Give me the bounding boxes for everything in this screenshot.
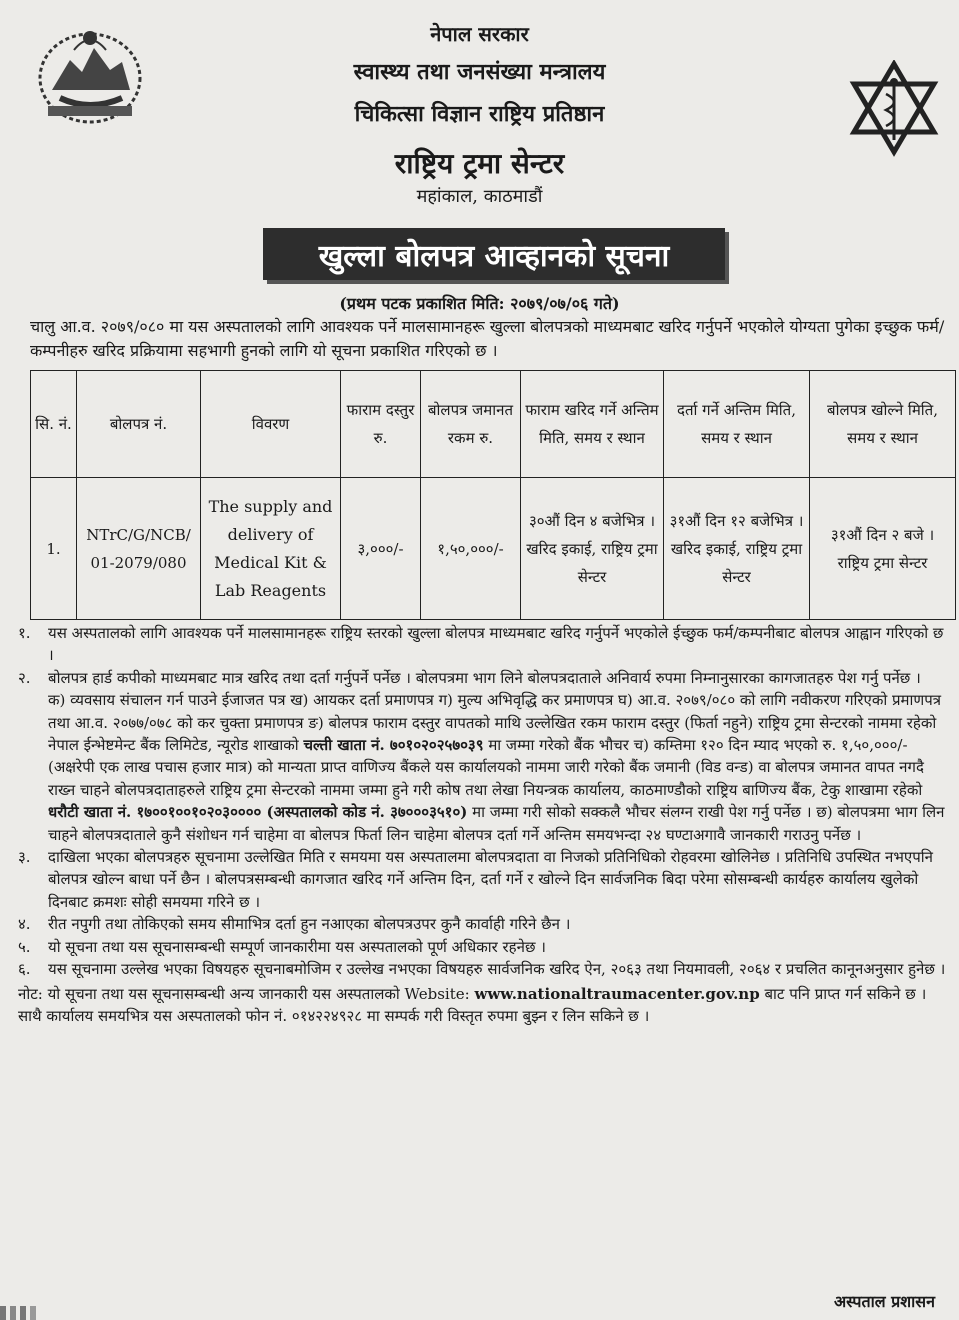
cell-opening: ३१औं दिन २ बजे । राष्ट्रिय ट्रमा सेन्टर <box>810 478 956 620</box>
deposit-account-number: धरौटी खाता नं. १७००१००१०२०३०००० (अस्पतालको कोड नं. ३७०००३५१०) <box>48 803 468 822</box>
list-item <box>18 958 953 980</box>
footnote-text-b: बाट पनि प्राप्त गर्न सकिने छ । साथै कार्यालय समयभित्र यस अस्पतालको फोन नं. ०१४२२४९२८ मा सम्पर्क गरी विस्तृत रुपमा बुझ्न र लिन सकिने छ । <box>18 984 927 1025</box>
cell-sn: 1. <box>31 478 77 620</box>
table-row <box>31 478 956 620</box>
cell-description: The supply and delivery of Medical Kit & Lab Reagents <box>201 478 341 620</box>
col-header-registration-deadline: दर्ता गर्ने अन्तिम मिति, समय र स्थान <box>664 371 810 478</box>
item-text: बोलपत्र हार्ड कपीको माध्यमबाट मात्र खरिद तथा दर्ता गर्नुपर्ने पर्नेछ । बोलपत्रमा भाग लिने बोलपत्रदाताले अनिवार्य रुपमा निम्नानुसारका कागजातहरु पेश गर्नु पर्नेछ । <box>48 668 921 687</box>
item-text: यस सूचनामा उल्लेख भएका विषयहरु सूचनाबमोजिम र उल्लेख नभएका विषयहरु सार्वजनिक खरिद ऐन, २०६३ तथा नियमावली, २०६४ र प्रचलित कानूनअनुसार हुनेछ । <box>48 960 946 979</box>
footnote-text-a: नोट: यो सूचना तथा यस सूचनासम्बन्धी अन्य जानकारी यस अस्पतालको Website: <box>18 984 470 1003</box>
scan-edge-marks <box>0 1302 60 1320</box>
footnote <box>18 983 953 1028</box>
requirements-text-c: मा जम्मा गरी सोको सक्कलै भौचर संलग्न राखी पेश गर्नु पर्नेछ । छ) बोलपत्रमा भाग लिन चाहने बोलपत्रदाताले कुनै संशोधन गर्न चाहेमा वा बोलपत्र फिर्ता लिन चाहेमा बोलपत्र दर्ता गर्ने अन्तिम समयभन्दा २४ घण्टाअगावै जानकारी गराउनु पर्नेछ । <box>48 803 945 844</box>
col-header-purchase-deadline: फाराम खरिद गर्ने अन्तिम मिति, समय र स्थान <box>521 371 664 478</box>
cell-registration-deadline: ३१औं दिन १२ बजेभित्र । खरिद इकाई, राष्ट्रिय ट्रमा सेन्टर <box>664 478 810 620</box>
website-link[interactable]: www.nationaltraumacenter.gov.np <box>474 984 760 1003</box>
document-requirements <box>18 689 953 846</box>
publication-date: (प्रथम पटक प्रकाशित मिति: २०७९/०७/०६ गते) <box>339 294 620 313</box>
cell-form-fee: ३,०००/- <box>341 478 421 620</box>
col-header-bid-security: बोलपत्र जमानत रकम रु. <box>421 371 521 478</box>
header-line-academy: चिकित्सा विज्ञान राष्ट्रिय प्रतिष्ठान <box>354 101 605 127</box>
item-number: ५. <box>18 937 31 956</box>
cell-purchase-deadline: ३०औं दिन ४ बजेभित्र । खरिद इकाई, राष्ट्रिय ट्रमा सेन्टर <box>521 478 664 620</box>
signature-office: अस्पताल प्रशासन <box>833 1292 935 1311</box>
header-line-ministry: स्वास्थ्य तथा जनसंख्या मन्त्रालय <box>353 59 606 85</box>
intro-paragraph: चालु आ.व. २०७९/०८० मा यस अस्पतालको लागि आवश्यक पर्ने मालसामानहरू खुल्ला बोलपत्रको माध्यमबाट खरिद गर्नुपर्ने भएकोले योग्यता पुगेका इच्छुक फर्म/कम्पनीहरु खरिद प्रक्रियामा सहभागी हुनको लागि यो सूचना प्रकाशित गरिएको छ । <box>30 317 945 360</box>
col-header-description: विवरण <box>201 371 341 478</box>
notice-title-banner: खुल्ला बोलपत्र आव्हानको सूचना <box>263 228 725 280</box>
item-number: ३. <box>18 848 31 867</box>
col-header-form-fee: फाराम दस्तुर रु. <box>341 371 421 478</box>
header-line-government: नेपाल सरकार <box>430 22 529 46</box>
item-text: दाखिला भएका बोलपत्रहरु सूचनामा उल्लेखित मिति र समयमा यस अस्पतालमा बोलपत्रदाता वा निजको प्रतिनिधिको रोहवरमा खोलिनेछ । प्रतिनिधि उपस्थित नभएपनि बोलपत्र खोल्न बाधा पर्ने छैन । बोलपत्रसम्बन्धी कागजात खरिद गर्ने अन्तिम दिन, दर्ता गर्ने र खोल्ने दिन सार्वजनिक बिदा परेमा सोसम्बन्धी कार्यहरु कार्यालय खुलेको दिनबाट क्रमशः सोही समयमा गरिने छ । <box>48 848 933 911</box>
item-text: यस अस्पतालको लागि आवश्यक पर्ने मालसामानहरू राष्ट्रिय स्तरको खुल्ला बोलपत्र माध्यमबाट खरिद गर्नुपर्ने भएकोले ईच्छुक फर्म/कम्पनीबाट बोलपत्र आह्वान गरिएको छ । <box>48 624 944 665</box>
item-text: रीत नपुगी तथा तोकिएको समय सीमाभित्र दर्ता हुन नआएका बोलपत्रउपर कुनै कार्वाही गरिने छैन । <box>48 915 571 934</box>
requirements-text-b: मा जम्मा गरेको बैंक भौचर च) कम्तिमा १२० दिन म्याद भएको रु. १,५०,०००/- (अक्षरेपी एक लाख पचास हजार मात्र) को मान्यता प्राप्त वाणिज्य बैंकले यस कार्यालयको नाममा जारी गरेको बैंक जमानी (विड वन्ड) वा बोलपत्र जमानत वापत नगदै राख्न चाहने बोलपत्रदाताहरुले राष्ट्रिय ट्रमा सेन्टरको नाममा जम्मा हुने गरी कोष तथा लेखा नियन्त्रक कार्यालय, काठमाण्डौको राष्ट्रिय बाणिज्य बैंक, टेकु शाखामा रहेको <box>48 736 924 799</box>
list-item <box>18 846 953 913</box>
col-header-sn: सि. नं. <box>31 371 77 478</box>
item-number: ६. <box>18 960 31 979</box>
col-header-bid-no: बोलपत्र नं. <box>77 371 201 478</box>
cell-bid-security: १,५०,०००/- <box>421 478 521 620</box>
col-header-opening: बोलपत्र खोल्ने मिति, समय र स्थान <box>810 371 956 478</box>
current-account-number: चल्ती खाता नं. ७०१०२०२५७०३९ <box>303 736 484 755</box>
item-number: ४. <box>18 915 31 934</box>
list-item <box>18 913 953 935</box>
cell-bid-no: NTrC/G/NCB/ 01-2079/080 <box>77 478 201 620</box>
terms-list <box>18 622 953 1027</box>
requirements-text-a: क) व्यवसाय संचालन गर्न पाउने ईजाजत पत्र ख) आयकर दर्ता प्रमाणपत्र ग) मुल्य अभिवृद्धि कर प्रमाणपत्र घ) आ.व. २०७९/०८० को लागि नवीकरण गरिएको प्रमाणपत्र तथा आ.व. २०७७/०७८ को कर चुक्ता प्रमाणपत्र ङ) बोलपत्र फाराम दस्तुर वापतको माथि उल्लेखित रकम फाराम दस्तुर (फिर्ता नहुने) राष्ट्रिय ट्रमा सेन्टरको नाममा रहेको नेपाल ईन्भेष्टमेन्ट बैंक लिमिटेड, न्यूरोड शाखाको <box>48 691 942 755</box>
table-header-row <box>31 371 956 478</box>
header-line-center: राष्ट्रिय ट्रमा सेन्टर <box>394 147 565 180</box>
list-item <box>18 936 953 958</box>
list-item <box>18 622 953 667</box>
item-number: २. <box>18 668 31 687</box>
tender-table <box>30 370 956 620</box>
list-item <box>18 667 953 689</box>
item-text: यो सूचना तथा यस सूचनासम्बन्धी सम्पूर्ण जानकारीमा यस अस्पतालको पूर्ण अधिकार रहनेछ । <box>48 937 546 956</box>
item-number: १. <box>18 624 31 642</box>
header-line-address: महांकाल, काठमाडौं <box>416 186 543 207</box>
